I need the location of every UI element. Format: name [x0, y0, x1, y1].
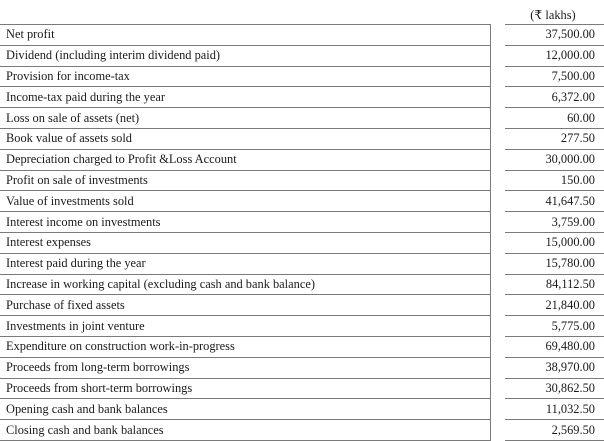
row-amount: 38,970.00	[505, 357, 604, 378]
row-label: Interest expenses	[0, 232, 491, 253]
table-row	[0, 295, 604, 316]
column-divider	[491, 357, 506, 378]
row-amount: 69,480.00	[505, 336, 604, 357]
row-amount: 5,775.00	[505, 316, 604, 337]
row-amount: 30,862.50	[505, 378, 604, 399]
column-divider	[491, 66, 506, 87]
column-divider	[491, 253, 506, 274]
table-row	[0, 336, 604, 357]
row-amount: 15,000.00	[505, 232, 604, 253]
column-divider	[491, 87, 506, 108]
row-label: Value of investments sold	[0, 191, 491, 212]
table-row	[0, 66, 604, 87]
column-divider	[491, 191, 506, 212]
row-amount: 60.00	[505, 108, 604, 129]
row-label: Expenditure on construction work-in-progress	[0, 336, 491, 357]
row-amount: 150.00	[505, 170, 604, 191]
row-amount: 21,840.00	[505, 295, 604, 316]
table-row	[0, 87, 604, 108]
table-row	[0, 25, 604, 46]
column-divider	[491, 25, 506, 46]
table-row	[0, 128, 604, 149]
table-row	[0, 316, 604, 337]
column-divider	[491, 336, 506, 357]
row-label: Loss on sale of assets (net)	[0, 108, 491, 129]
row-amount: 3,759.00	[505, 212, 604, 233]
row-label: Opening cash and bank balances	[0, 399, 491, 420]
table-row	[0, 378, 604, 399]
row-amount: 11,032.50	[505, 399, 604, 420]
row-label: Increase in working capital (excluding cash and bank balance)	[0, 274, 491, 295]
row-amount: 12,000.00	[505, 45, 604, 66]
row-amount: 2,569.50	[505, 420, 604, 441]
table-row	[0, 108, 604, 129]
row-label: Dividend (including interim dividend paid)	[0, 45, 491, 66]
column-divider	[491, 212, 506, 233]
row-label: Purchase of fixed assets	[0, 295, 491, 316]
column-divider	[491, 170, 506, 191]
row-label: Profit on sale of investments	[0, 170, 491, 191]
column-divider	[491, 274, 506, 295]
row-amount: 30,000.00	[505, 149, 604, 170]
row-amount: 84,112.50	[505, 274, 604, 295]
row-label: Interest paid during the year	[0, 253, 491, 274]
table-row	[0, 170, 604, 191]
financial-data-table	[0, 24, 604, 441]
row-amount: 7,500.00	[505, 66, 604, 87]
row-label: Proceeds from short-term borrowings	[0, 378, 491, 399]
unit-label: (₹ lakhs)	[530, 8, 576, 22]
row-label: Income-tax paid during the year	[0, 87, 491, 108]
row-amount: 15,780.00	[505, 253, 604, 274]
table-row	[0, 357, 604, 378]
data-table	[0, 24, 604, 441]
table-row	[0, 232, 604, 253]
row-amount: 277.50	[505, 128, 604, 149]
row-label: Interest income on investments	[0, 212, 491, 233]
column-divider	[491, 149, 506, 170]
column-divider	[491, 108, 506, 129]
table-row	[0, 253, 604, 274]
table-row	[0, 149, 604, 170]
row-amount: 37,500.00	[505, 25, 604, 46]
column-divider	[491, 399, 506, 420]
row-label: Net profit	[0, 25, 491, 46]
row-label: Provision for income-tax	[0, 66, 491, 87]
column-divider	[491, 420, 506, 441]
column-divider	[491, 128, 506, 149]
table-row	[0, 191, 604, 212]
table-row	[0, 399, 604, 420]
column-divider	[491, 45, 506, 66]
row-label: Proceeds from long-term borrowings	[0, 357, 491, 378]
column-divider	[491, 378, 506, 399]
table-row	[0, 212, 604, 233]
table-row	[0, 45, 604, 66]
table-row	[0, 420, 604, 441]
column-divider	[491, 232, 506, 253]
row-label: Closing cash and bank balances	[0, 420, 491, 441]
row-label: Investments in joint venture	[0, 316, 491, 337]
row-label: Book value of assets sold	[0, 128, 491, 149]
row-amount: 41,647.50	[505, 191, 604, 212]
column-divider	[491, 316, 506, 337]
table-row	[0, 274, 604, 295]
column-divider	[491, 295, 506, 316]
row-amount: 6,372.00	[505, 87, 604, 108]
row-label: Depreciation charged to Profit &Loss Account	[0, 149, 491, 170]
